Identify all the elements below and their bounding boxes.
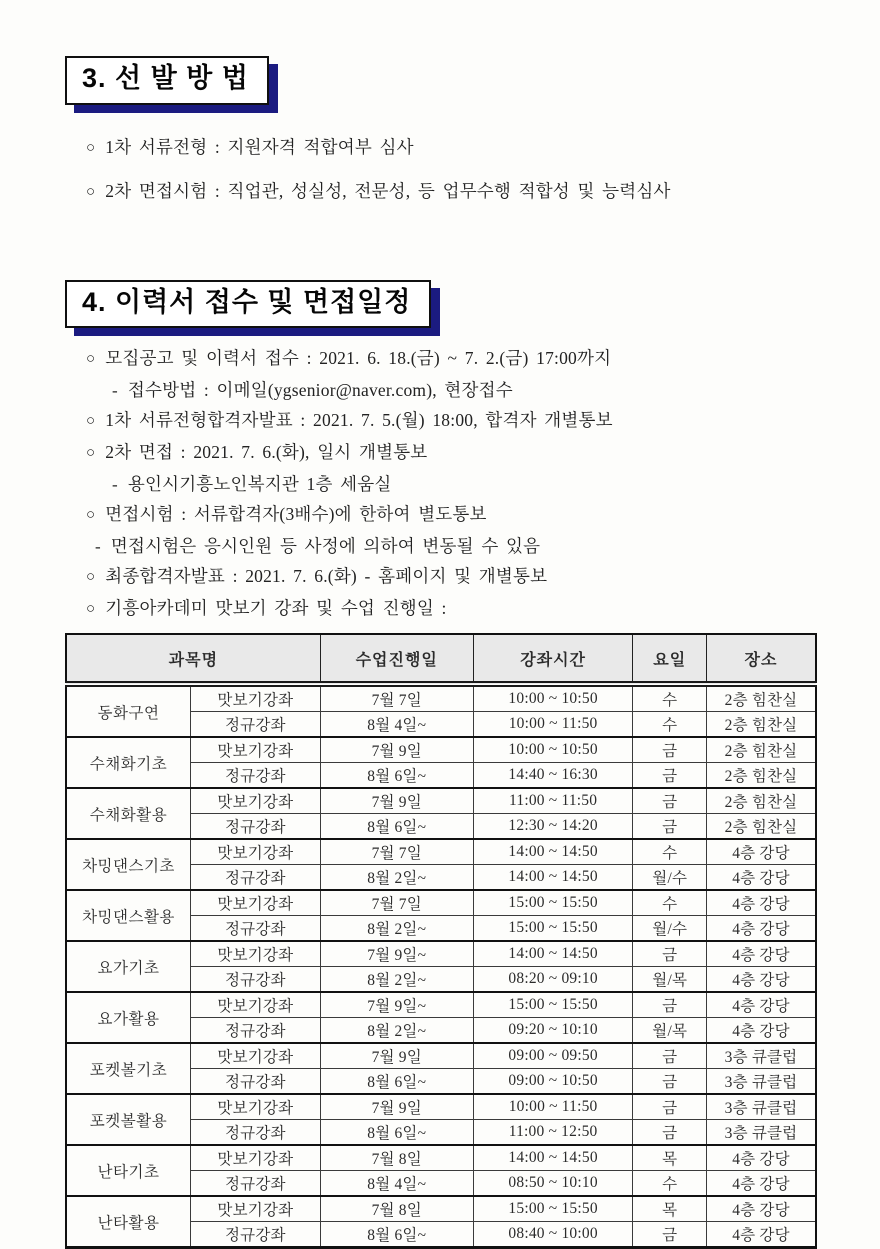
schedule-row bbox=[66, 684, 816, 712]
section-4-item bbox=[65, 505, 817, 526]
circle-bullet-icon: ○ bbox=[86, 569, 96, 586]
section-3-item-text: 1차 서류전형 : 지원자격 적합여부 심사 bbox=[105, 136, 414, 157]
place-cell: 3층 큐클럽 bbox=[706, 1069, 816, 1095]
circle-bullet-icon: ○ bbox=[86, 601, 96, 618]
course-type-cell: 맛보기강좌 bbox=[190, 788, 320, 814]
class-time-cell: 09:20 ~ 10:10 bbox=[473, 1018, 633, 1044]
weekday-cell: 금 bbox=[633, 763, 706, 789]
place-cell: 2층 힘찬실 bbox=[706, 763, 816, 789]
section-3 bbox=[65, 56, 817, 203]
class-time-cell: 08:40 ~ 10:00 bbox=[473, 1222, 633, 1248]
section-4-item-text: 1차 서류전형합격자발표 : 2021. 7. 5.(월) 18:00, 합격자 개별통보 bbox=[105, 410, 613, 431]
circle-bullet-icon: ○ bbox=[86, 413, 96, 430]
subject-cell: 난타기초 bbox=[66, 1145, 190, 1196]
schedule-row bbox=[66, 1196, 816, 1222]
schedule-row bbox=[66, 941, 816, 967]
place-cell: 4층 강당 bbox=[706, 890, 816, 916]
place-cell: 4층 강당 bbox=[706, 839, 816, 865]
course-type-cell: 정규강좌 bbox=[190, 1222, 320, 1248]
subject-cell: 수채화활용 bbox=[66, 788, 190, 839]
place-cell: 4층 강당 bbox=[706, 916, 816, 942]
class-time-cell: 08:50 ~ 10:10 bbox=[473, 1171, 633, 1197]
class-date-cell: 7월 7일 bbox=[320, 839, 473, 865]
place-cell: 4층 강당 bbox=[706, 1171, 816, 1197]
weekday-cell: 금 bbox=[633, 992, 706, 1018]
section-4-item bbox=[65, 475, 817, 494]
class-date-cell: 7월 8일 bbox=[320, 1196, 473, 1222]
section-4-item-text: 최종합격자발표 : 2021. 7. 6.(화) - 홈페이지 및 개별통보 bbox=[105, 566, 548, 587]
place-cell: 3층 큐클럽 bbox=[706, 1094, 816, 1120]
course-type-cell: 맛보기강좌 bbox=[190, 684, 320, 712]
schedule-row bbox=[66, 1145, 816, 1171]
subject-cell: 차밍댄스기초 bbox=[66, 839, 190, 890]
place-cell: 2층 힘찬실 bbox=[706, 737, 816, 763]
class-date-cell: 8월 4일~ bbox=[320, 1171, 473, 1197]
section-4-item-text: 면접시험 : 서류합격자(3배수)에 한하여 별도통보 bbox=[105, 504, 487, 525]
place-cell: 4층 강당 bbox=[706, 1222, 816, 1248]
course-type-cell: 맛보기강좌 bbox=[190, 1145, 320, 1171]
course-type-cell: 맛보기강좌 bbox=[190, 1196, 320, 1222]
circle-bullet-icon: ○ bbox=[86, 445, 96, 462]
section-4-item bbox=[65, 537, 817, 556]
class-date-cell: 7월 9일 bbox=[320, 737, 473, 763]
weekday-cell: 수 bbox=[633, 890, 706, 916]
schedule-row bbox=[66, 1043, 816, 1069]
schedule-row bbox=[66, 839, 816, 865]
class-date-cell: 7월 9일 bbox=[320, 1043, 473, 1069]
weekday-cell: 금 bbox=[633, 1222, 706, 1248]
place-cell: 4층 강당 bbox=[706, 1145, 816, 1171]
course-type-cell: 정규강좌 bbox=[190, 916, 320, 942]
course-type-cell: 맛보기강좌 bbox=[190, 1043, 320, 1069]
class-time-cell: 08:20 ~ 09:10 bbox=[473, 967, 633, 993]
dash-bullet-icon: - bbox=[112, 381, 118, 401]
subject-cell: 동화구연 bbox=[66, 684, 190, 737]
section-4-item bbox=[65, 599, 817, 620]
weekday-cell: 금 bbox=[633, 1094, 706, 1120]
class-time-cell: 14:00 ~ 14:50 bbox=[473, 1145, 633, 1171]
course-type-cell: 맛보기강좌 bbox=[190, 941, 320, 967]
schedule-row bbox=[66, 1094, 816, 1120]
class-time-cell: 14:00 ~ 14:50 bbox=[473, 941, 633, 967]
class-date-cell: 8월 2일~ bbox=[320, 865, 473, 891]
class-date-cell: 8월 2일~ bbox=[320, 916, 473, 942]
course-type-cell: 정규강좌 bbox=[190, 814, 320, 840]
place-cell: 3층 큐클럽 bbox=[706, 1043, 816, 1069]
subject-cell: 차밍댄스활용 bbox=[66, 890, 190, 941]
weekday-cell: 금 bbox=[633, 788, 706, 814]
weekday-cell: 금 bbox=[633, 814, 706, 840]
class-time-cell: 11:00 ~ 11:50 bbox=[473, 788, 633, 814]
weekday-cell: 금 bbox=[633, 1120, 706, 1146]
weekday-cell: 월/수 bbox=[633, 865, 706, 891]
place-cell: 4층 강당 bbox=[706, 992, 816, 1018]
weekday-cell: 목 bbox=[633, 1196, 706, 1222]
section-3-item-text: 2차 면접시험 : 직업관, 성실성, 전문성, 등 업무수행 적합성 및 능력심사 bbox=[105, 180, 671, 201]
class-time-cell: 15:00 ~ 15:50 bbox=[473, 1196, 633, 1222]
circle-bullet-icon: ○ bbox=[86, 183, 96, 200]
class-time-cell: 10:00 ~ 10:50 bbox=[473, 684, 633, 712]
section-4-item bbox=[65, 381, 817, 400]
class-date-cell: 7월 9일~ bbox=[320, 992, 473, 1018]
class-time-cell: 14:40 ~ 16:30 bbox=[473, 763, 633, 789]
dash-bullet-icon: - bbox=[95, 537, 101, 557]
schedule-header-cell: 장소 bbox=[706, 634, 816, 684]
section-4-item bbox=[65, 443, 817, 464]
class-time-cell: 15:00 ~ 15:50 bbox=[473, 916, 633, 942]
section-4-heading: 4. 이력서 접수 및 면접일정 bbox=[65, 280, 431, 329]
schedule-header-row bbox=[66, 634, 816, 684]
schedule-header-cell: 요일 bbox=[633, 634, 706, 684]
class-date-cell: 7월 9일 bbox=[320, 1094, 473, 1120]
course-type-cell: 맛보기강좌 bbox=[190, 1094, 320, 1120]
subject-cell: 수채화기초 bbox=[66, 737, 190, 788]
class-date-cell: 8월 6일~ bbox=[320, 1069, 473, 1095]
section-4 bbox=[65, 280, 817, 621]
schedule-table-header bbox=[66, 634, 816, 684]
place-cell: 2층 힘찬실 bbox=[706, 684, 816, 712]
weekday-cell: 금 bbox=[633, 1043, 706, 1069]
class-date-cell: 8월 2일~ bbox=[320, 1018, 473, 1044]
class-date-cell: 7월 7일 bbox=[320, 684, 473, 712]
course-type-cell: 정규강좌 bbox=[190, 712, 320, 738]
section-4-item bbox=[65, 349, 817, 370]
course-schedule-table-wrap bbox=[65, 633, 817, 1249]
schedule-row bbox=[66, 737, 816, 763]
course-type-cell: 맛보기강좌 bbox=[190, 890, 320, 916]
course-type-cell: 맛보기강좌 bbox=[190, 992, 320, 1018]
place-cell: 2층 힘찬실 bbox=[706, 788, 816, 814]
subject-cell: 포켓볼기초 bbox=[66, 1043, 190, 1094]
class-date-cell: 8월 6일~ bbox=[320, 763, 473, 789]
subject-cell: 요가활용 bbox=[66, 992, 190, 1043]
class-date-cell: 8월 6일~ bbox=[320, 1222, 473, 1248]
class-date-cell: 8월 4일~ bbox=[320, 712, 473, 738]
course-schedule-table bbox=[65, 633, 817, 1249]
class-date-cell: 7월 9일 bbox=[320, 788, 473, 814]
weekday-cell: 수 bbox=[633, 839, 706, 865]
place-cell: 2층 힘찬실 bbox=[706, 814, 816, 840]
section-3-item bbox=[65, 138, 817, 159]
course-type-cell: 정규강좌 bbox=[190, 967, 320, 993]
schedule-header-cell: 수업진행일 bbox=[320, 634, 473, 684]
subject-cell: 요가기초 bbox=[66, 941, 190, 992]
class-time-cell: 12:30 ~ 14:20 bbox=[473, 814, 633, 840]
class-time-cell: 14:00 ~ 14:50 bbox=[473, 839, 633, 865]
weekday-cell: 월/수 bbox=[633, 916, 706, 942]
place-cell: 4층 강당 bbox=[706, 967, 816, 993]
class-date-cell: 8월 6일~ bbox=[320, 1120, 473, 1146]
weekday-cell: 금 bbox=[633, 1069, 706, 1095]
place-cell: 4층 강당 bbox=[706, 1018, 816, 1044]
course-type-cell: 정규강좌 bbox=[190, 865, 320, 891]
weekday-cell: 월/목 bbox=[633, 967, 706, 993]
schedule-table-body bbox=[66, 684, 816, 1248]
weekday-cell: 금 bbox=[633, 737, 706, 763]
weekday-cell: 월/목 bbox=[633, 1018, 706, 1044]
section-4-item-text: 모집공고 및 이력서 접수 : 2021. 6. 18.(금) ~ 7. 2.(금) 17:00까지 bbox=[105, 348, 612, 369]
place-cell: 4층 강당 bbox=[706, 941, 816, 967]
weekday-cell: 금 bbox=[633, 941, 706, 967]
section-4-item-text: 2차 면접 : 2021. 7. 6.(화), 일시 개별통보 bbox=[105, 442, 428, 463]
section-3-list bbox=[65, 138, 817, 203]
place-cell: 3층 큐클럽 bbox=[706, 1120, 816, 1146]
course-type-cell: 맛보기강좌 bbox=[190, 839, 320, 865]
section-4-item bbox=[65, 411, 817, 432]
class-date-cell: 8월 2일~ bbox=[320, 967, 473, 993]
section-4-item-text: 용인시기흥노인복지관 1층 세움실 bbox=[127, 474, 392, 495]
section-4-list bbox=[65, 349, 817, 620]
class-time-cell: 15:00 ~ 15:50 bbox=[473, 992, 633, 1018]
schedule-header-cell: 강좌시간 bbox=[473, 634, 633, 684]
circle-bullet-icon: ○ bbox=[86, 507, 96, 524]
section-4-item-text: 접수방법 : 이메일(ygsenior@naver.com), 현장접수 bbox=[127, 380, 513, 401]
schedule-row bbox=[66, 992, 816, 1018]
course-type-cell: 맛보기강좌 bbox=[190, 737, 320, 763]
class-date-cell: 8월 6일~ bbox=[320, 814, 473, 840]
class-time-cell: 15:00 ~ 15:50 bbox=[473, 890, 633, 916]
section-4-item-text: 기흥아카데미 맛보기 강좌 및 수업 진행일 : bbox=[105, 598, 447, 619]
place-cell: 2층 힘찬실 bbox=[706, 712, 816, 738]
subject-cell: 난타활용 bbox=[66, 1196, 190, 1248]
class-time-cell: 09:00 ~ 10:50 bbox=[473, 1069, 633, 1095]
circle-bullet-icon: ○ bbox=[86, 139, 96, 156]
course-type-cell: 정규강좌 bbox=[190, 1120, 320, 1146]
schedule-header-cell: 과목명 bbox=[66, 634, 320, 684]
place-cell: 4층 강당 bbox=[706, 865, 816, 891]
class-time-cell: 10:00 ~ 11:50 bbox=[473, 712, 633, 738]
class-time-cell: 10:00 ~ 10:50 bbox=[473, 737, 633, 763]
class-time-cell: 09:00 ~ 09:50 bbox=[473, 1043, 633, 1069]
schedule-row bbox=[66, 788, 816, 814]
class-time-cell: 14:00 ~ 14:50 bbox=[473, 865, 633, 891]
section-4-item-text: 면접시험은 응시인원 등 사정에 의하여 변동될 수 있음 bbox=[110, 536, 541, 557]
section-3-heading: 3. 선 발 방 법 bbox=[65, 56, 269, 105]
schedule-row bbox=[66, 890, 816, 916]
dash-bullet-icon: - bbox=[112, 475, 118, 495]
class-date-cell: 7월 9일~ bbox=[320, 941, 473, 967]
circle-bullet-icon: ○ bbox=[86, 351, 96, 368]
section-4-item bbox=[65, 567, 817, 588]
course-type-cell: 정규강좌 bbox=[190, 763, 320, 789]
weekday-cell: 목 bbox=[633, 1145, 706, 1171]
class-time-cell: 11:00 ~ 12:50 bbox=[473, 1120, 633, 1146]
class-date-cell: 7월 7일 bbox=[320, 890, 473, 916]
weekday-cell: 수 bbox=[633, 1171, 706, 1197]
weekday-cell: 수 bbox=[633, 684, 706, 712]
course-type-cell: 정규강좌 bbox=[190, 1069, 320, 1095]
course-type-cell: 정규강좌 bbox=[190, 1018, 320, 1044]
class-time-cell: 10:00 ~ 11:50 bbox=[473, 1094, 633, 1120]
class-date-cell: 7월 8일 bbox=[320, 1145, 473, 1171]
weekday-cell: 수 bbox=[633, 712, 706, 738]
course-type-cell: 정규강좌 bbox=[190, 1171, 320, 1197]
subject-cell: 포켓볼활용 bbox=[66, 1094, 190, 1145]
section-3-item bbox=[65, 182, 817, 203]
place-cell: 4층 강당 bbox=[706, 1196, 816, 1222]
